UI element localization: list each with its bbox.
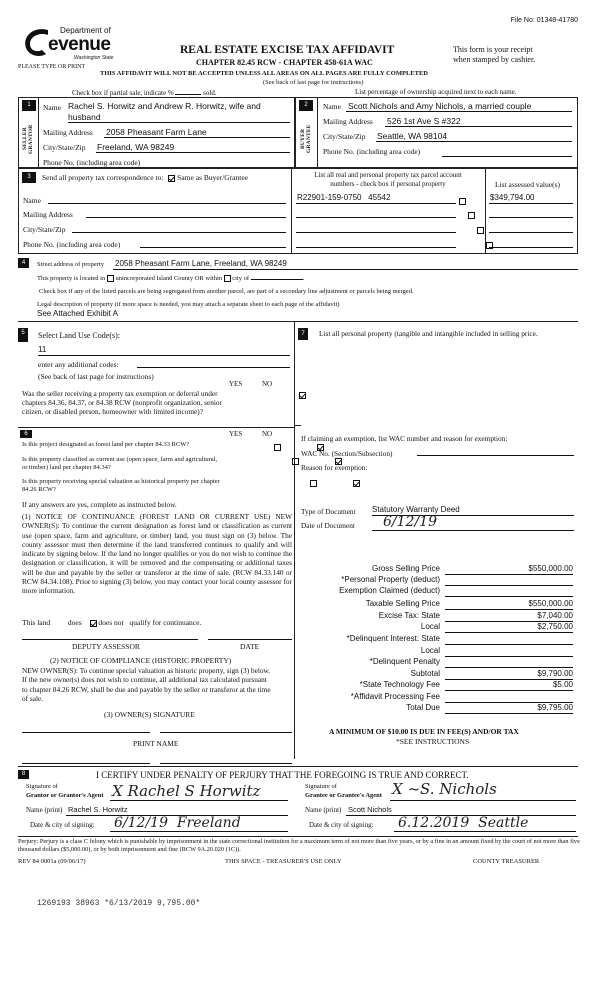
tax-label: Local <box>420 646 440 655</box>
if-yes-note: If any answers are yes, complete as instructed below. <box>22 500 177 509</box>
partial-sale-sold: sold. <box>203 89 217 97</box>
logo-main-text: evenue <box>48 34 111 55</box>
doc-date-label: Date of Document <box>301 521 355 530</box>
buyer-badge: 2 <box>299 100 313 111</box>
tax-row-taxable <box>300 599 575 610</box>
grantor-name-label: Name (print) <box>26 806 63 814</box>
buyer-phone-underline[interactable] <box>442 156 572 157</box>
county-treasurer-label: COUNTY TREASURER <box>473 858 540 865</box>
city-checkbox[interactable] <box>224 275 231 282</box>
correspondence-label <box>42 173 248 182</box>
does-option[interactable]: does <box>67 618 82 627</box>
owner-signature-line-1[interactable] <box>22 732 150 733</box>
seller-city-underline <box>96 152 290 153</box>
street-underline <box>113 269 578 270</box>
section7-badge: 7 <box>298 328 308 340</box>
grantee-signature[interactable]: X ~S. Nichols <box>392 780 497 798</box>
land-use-badge: 5 <box>18 328 28 342</box>
section6-badge: 6 <box>20 430 32 438</box>
grantor-name-field[interactable]: Rachel S. Horwitz <box>68 805 128 814</box>
buyer-city-underline <box>376 141 572 142</box>
parcel-header <box>293 171 483 189</box>
corr-address-input[interactable] <box>86 217 286 218</box>
dor-logo <box>22 24 118 64</box>
assessed-underline-4[interactable] <box>489 247 573 248</box>
grantor-sig-label-1: Signature of <box>26 783 58 790</box>
personal-property-checkbox-3[interactable] <box>477 227 484 234</box>
tax-label: *Delinquent Penalty <box>369 657 440 666</box>
corr-name-label: Name <box>23 196 41 205</box>
same-as-buyer-label: Same as Buyer/Grantee <box>177 173 248 182</box>
corr-phone-label: Phone No. (including area code) <box>23 240 121 249</box>
receipt-note-1: This form is your receipt <box>453 45 533 54</box>
seller-address-label: Mailing Address <box>43 128 93 137</box>
located-text-2: unincorporated Island County OR within <box>115 275 222 282</box>
no-header-5: NO <box>262 380 273 388</box>
legal-description-field[interactable]: See Attached Exhibit A <box>37 309 118 318</box>
street-label: Street address of property <box>37 261 104 268</box>
grantor-signature-line <box>110 800 288 801</box>
buyer-address-label: Mailing Address <box>323 117 373 126</box>
seller-name-underline <box>68 122 290 123</box>
partial-sale-label <box>72 88 217 97</box>
print-name-line-2[interactable] <box>160 763 292 764</box>
doc-type-field[interactable]: Statutory Warranty Deed <box>372 505 460 514</box>
section8-top-rule <box>18 766 578 767</box>
tax-value[interactable] <box>445 646 573 657</box>
unincorporated-checkbox[interactable] <box>107 275 114 282</box>
tax-label: Exemption Claimed (deduct) <box>339 586 440 595</box>
tax-label: Local <box>420 622 440 631</box>
located-line: This property is located in unincorporated Island County OR within city of . <box>37 275 305 282</box>
corr-phone-input[interactable] <box>140 247 286 248</box>
treasurer-stamp: 1269193 38963 *6/13/2019 9,795.00* <box>37 899 201 908</box>
personal-property-checkbox-1[interactable] <box>459 198 466 205</box>
receipt-note-2: when stamped by cashier. <box>453 55 536 64</box>
doc-date-underline <box>372 530 574 531</box>
land-use-see-back: (See back of last page for instructions) <box>38 372 154 381</box>
continuance-line <box>22 618 201 627</box>
tax-row-excise-local <box>300 622 575 633</box>
correspondence-text: Send all property tax correspondence to: <box>42 173 164 182</box>
parcel-underline-1 <box>296 203 456 204</box>
tax-value[interactable] <box>445 586 573 597</box>
seller-address-underline <box>104 137 290 138</box>
tax-value[interactable]: $2,750.00 <box>445 622 573 633</box>
tax-value[interactable] <box>445 657 573 668</box>
grantee-name-field[interactable]: Scott Nichols <box>348 805 392 814</box>
buyer-city-field[interactable]: Seattle, WA 98104 <box>377 131 448 141</box>
historic-question: Is this property receiving special valuation as historical property per chapter 84.26 RCW? <box>22 478 220 493</box>
grantee-sig-label-1: Signature of <box>305 783 337 790</box>
tax-value[interactable]: $7,040.00 <box>445 611 573 622</box>
buyer-name-label: Name <box>323 102 341 111</box>
seller-badge: 1 <box>22 100 36 111</box>
parcel-underline-4[interactable] <box>296 247 456 248</box>
personal-property-label: List all personal property (tangible and intangible included in selling price. <box>319 329 538 338</box>
buyer-city-label: City/State/Zip <box>323 132 366 141</box>
buyer-phone-label: Phone No. (including area code) <box>323 147 421 156</box>
corr-city-label: City/State/Zip <box>23 225 66 234</box>
grantee-date-underline <box>394 831 576 832</box>
minimum-due-note: A MINIMUM OF $10.00 IS DUE IN FEE(S) AND/OR TAX <box>329 727 519 736</box>
deputy-assessor-signature-line[interactable] <box>22 639 198 640</box>
corr-address-label: Mailing Address <box>23 210 73 219</box>
file-number: File No: 01348-41780 <box>510 17 578 24</box>
wac-label: WAC No. (Section/Subsection) <box>301 449 393 458</box>
assessed-underline-2[interactable] <box>489 217 573 218</box>
yes-header-5: YES <box>229 380 243 388</box>
grantee-sig-label-2: Grantee or Grantee's Agent <box>305 792 382 799</box>
personal-property-box[interactable] <box>298 350 576 430</box>
tax-label: *Affidavit Processing Fee <box>350 692 440 701</box>
seller-phone-label: Phone No. (including area code) <box>43 158 141 167</box>
section6-top-rule <box>18 427 295 428</box>
tax-label: *Delinquent Interest: State <box>346 634 440 643</box>
seller-address-field[interactable]: 2058 Pheasant Farm Lane <box>106 127 207 137</box>
notice-compliance: NEW OWNER(S): To continue special valuation as historic property, sign (3) below. If the new owner(s) does not wish to continue, all additional tax calculated pursuant to chapter 84.26 RCW, shall be due and payable by the seller or transferor at the time of sale. <box>22 666 271 703</box>
please-type-note: PLEASE TYPE OR PRINT <box>18 64 86 70</box>
tax-label: Gross Selling Price <box>371 564 440 573</box>
grantor-date-underline <box>110 831 288 832</box>
certification-badge: 8 <box>18 770 29 779</box>
corr-name-input[interactable] <box>48 203 286 204</box>
parcel-header-line-1: List all real and personal property tax parcel account <box>314 171 462 179</box>
partial-sale-text: Check box if partial sale, indicate % <box>72 89 174 97</box>
print-name-label: PRINT NAME <box>133 739 179 748</box>
tax-value[interactable] <box>445 634 573 645</box>
tax-row-excise-state <box>300 611 575 622</box>
print-name-line-1[interactable] <box>22 763 150 764</box>
deputy-assessor-label: DEPUTY ASSESSOR <box>72 642 140 651</box>
section8-bottom-rule <box>18 836 578 837</box>
does-not-checkbox[interactable] <box>90 620 97 627</box>
tax-row-exemption <box>300 586 575 597</box>
corr-city-input[interactable] <box>72 232 286 233</box>
tax-value[interactable]: $9,790.00 <box>445 669 573 680</box>
see-instructions-note: *SEE INSTRUCTIONS <box>396 737 470 746</box>
no-header-6: NO <box>262 430 273 438</box>
wac-input[interactable] <box>417 455 574 456</box>
form-revision: REV 84 0001a (09/06/17) <box>18 858 86 865</box>
grantor-date-field[interactable]: 6/12/19 Freeland <box>114 815 241 831</box>
grantee-date-field[interactable]: 6.12.2019 Seattle <box>398 815 529 831</box>
forest-yes-checkbox[interactable] <box>274 444 281 451</box>
current-use-yes-checkbox[interactable] <box>292 458 299 465</box>
tax-row-subtotal <box>300 669 575 680</box>
form-title: REAL ESTATE EXCISE TAX AFFIDAVIT <box>180 44 395 56</box>
parcel-header-line-2: numbers - check box if personal property <box>330 180 446 188</box>
reason-label: Reason for exemption: <box>301 463 368 472</box>
seller-city-field[interactable]: Freeland, WA 98249 <box>97 142 175 152</box>
buyer-name-field[interactable]: Scott Nichols and Amy Nichols, a married couple <box>348 101 532 111</box>
notice-continuance: (1) NOTICE OF CONTINUANCE (FOREST LAND OR CURRENT USE) NEW OWNER(S): To continue the current designation as forest land or classification as current use (open space, farm and agriculture, or timber) land, you must sign on (3) below. The county assessor must then determine if the land transferred continues to qualify and will indicate by signing below. If the land no longer qualifies or you do not wish to continue the designation or classification, it will be removed and the compensating or additional taxes will be due and payable by the seller or transferor at the time of sale. (RCW 84.33.140 or RCW 84.34.108). Prior to signing (3) below, you may contact your local county assessor for more information. <box>22 512 292 596</box>
tax-value[interactable] <box>445 575 573 586</box>
treasurer-space-label: THIS SPACE - TREASURER'S USE ONLY <box>225 858 342 865</box>
certification-statement: I CERTIFY UNDER PENALTY OF PERJURY THAT THE FOREGOING IS TRUE AND CORRECT. <box>96 770 469 780</box>
buyer-name-underline <box>346 111 572 112</box>
historic-yes-checkbox[interactable] <box>310 480 317 487</box>
located-text-3: city of <box>232 275 250 282</box>
seller-name-field[interactable]: Rachel S. Horwitz and Andrew R. Horwitz, wife and <box>68 101 261 111</box>
tax-row-delinquent-state <box>300 634 575 645</box>
legal-description-label: Legal description of property (if more space is needed, you may attach a separate sheet to each page of the affidavit) <box>37 301 340 308</box>
tax-label: Total Due <box>406 703 440 712</box>
doc-type-label: Type of Document <box>301 507 356 516</box>
owner-signature-label: (3) OWNER(S) SIGNATURE <box>104 710 195 719</box>
city-input[interactable] <box>251 274 303 280</box>
this-land-text: This land <box>22 618 51 627</box>
grantor-date-label: Date & city of signing: <box>30 821 95 829</box>
logo-top-text: Department of <box>60 26 111 35</box>
doc-date-field[interactable]: 6/12/19 <box>383 514 437 530</box>
parcel-underline-2[interactable] <box>296 217 456 218</box>
warning-text: THIS AFFIDAVIT WILL NOT BE ACCEPTED UNLESS ALL AREAS ON ALL PAGES ARE FULLY COMPLETED <box>100 70 428 77</box>
current-use-question: Is this property classified as current use (open space, farm and agricultural, or timber) land per chapter 84.34? <box>22 456 218 471</box>
partial-sale-input[interactable] <box>175 88 201 95</box>
tax-value[interactable]: $5.00 <box>445 680 573 691</box>
seller-side-label: SELLER GRANTOR <box>22 124 34 154</box>
forest-land-question: Is this project designated as forest land per chapter 84.33 RCW? <box>22 441 190 448</box>
additional-codes-label: enter any additional codes: <box>38 360 119 369</box>
section7-mid-rule <box>295 425 301 426</box>
historic-no-checkbox[interactable] <box>353 480 360 487</box>
grantee-date-label: Date & city of signing: <box>309 821 374 829</box>
seller-name-label: Name <box>43 103 61 112</box>
land-use-code-field[interactable]: 11 <box>38 345 47 354</box>
buyer-address-underline <box>385 126 572 127</box>
segregated-text: Check box if any of the listed parcels are being segregated from another parcel, are part of a secondary line adjustment or parcels being merged. <box>39 288 414 295</box>
property-badge: 4 <box>18 258 29 268</box>
assessed-header: List assessed value(s) <box>495 180 560 189</box>
tax-row-personal-property <box>300 575 575 586</box>
owner-signature-line-2[interactable] <box>160 732 292 733</box>
tax-value[interactable]: $9,795.00 <box>445 703 573 714</box>
additional-codes-input[interactable] <box>137 367 290 368</box>
assessed-underline-1 <box>489 203 573 204</box>
assessor-date-line[interactable] <box>208 639 292 640</box>
perjury-notice: Perjury: Perjury is a class C felony which is punishable by imprisonment in the state correctional institution for a maximum term of not more than five years, or by a fine in an amount fixed by the court of not more than five thousand dollars ($5,000.00), or by both imprisonment and fine (RCW 9A.20.020 (1C)). <box>18 838 580 853</box>
land-use-code-underline <box>38 355 290 356</box>
buyer-address-field[interactable]: 526 1st Ave S #322 <box>387 116 461 126</box>
grantee-signature-line <box>390 800 576 801</box>
grantee-name-label: Name (print) <box>305 806 342 814</box>
same-as-buyer-checkbox[interactable] <box>168 175 175 182</box>
buyer-side-divider <box>317 97 318 168</box>
tax-label: Taxable Selling Price <box>365 599 440 608</box>
yes-header-6: YES <box>229 430 243 438</box>
parcel-divider <box>291 168 292 254</box>
grantor-signature[interactable]: X Rachel S Horwitz <box>112 782 261 800</box>
tax-label: *State Technology Fee <box>359 680 440 689</box>
notice-compliance-title: (2) NOTICE OF COMPLIANCE (HISTORIC PROPERTY) <box>50 656 232 665</box>
tax-row-total-due <box>300 703 575 714</box>
date-label: DATE <box>240 642 260 651</box>
logo-sub-text: Washington State <box>74 55 114 61</box>
tax-value[interactable] <box>445 692 573 703</box>
tax-row-delinquent-penalty <box>300 657 575 668</box>
street-address-field[interactable]: 2058 Pheasant Farm Lane, Freeland, WA 98249 <box>115 259 287 268</box>
personal-property-checkbox-2[interactable] <box>468 212 475 219</box>
qualify-text: qualify for continuance. <box>129 618 202 627</box>
assessed-underline-3[interactable] <box>489 232 573 233</box>
land-use-label: Select Land Use Code(s): <box>38 331 120 340</box>
see-back-note: (See back of last page for instructions) <box>263 79 364 86</box>
tax-row-gross <box>300 564 575 575</box>
located-text-1: This property is located in <box>37 275 106 282</box>
seller-name-field-cont[interactable]: husband <box>68 112 101 122</box>
exemption-question: Was the seller receiving a property tax exemption or deferral under chapters 84.36, 84.37, or 84.38 RCW (nonprofit organization, senior citizen, or disabled person, homeowner with limited income)? <box>22 389 222 416</box>
ownership-note: List percentage of ownership acquired next to each name. <box>355 88 517 96</box>
tax-value[interactable]: $550,000.00 <box>445 564 573 575</box>
grantor-sig-label-2: Grantor or Grantor's Agent <box>26 792 104 799</box>
tax-label: Subtotal <box>410 669 440 678</box>
tax-label: *Personal Property (deduct) <box>341 575 440 584</box>
seller-side-divider <box>38 97 39 168</box>
tax-label: Excise Tax: State <box>378 611 440 620</box>
correspondence-badge: 3 <box>22 172 36 183</box>
parcel-number-1[interactable]: R22901-159-0750 45542 <box>297 193 391 202</box>
seller-city-label: City/State/Zip <box>43 143 86 152</box>
assessed-value-1[interactable]: $349,794.00 <box>490 193 535 202</box>
buyer-side-label: BUYER GRANTEE <box>300 124 312 154</box>
tax-row-delinquent-local <box>300 646 575 657</box>
does-not-option[interactable]: does not <box>98 618 124 627</box>
tax-row-technology-fee <box>300 680 575 691</box>
form-subtitle: CHAPTER 82.45 RCW - CHAPTER 458-61A WAC <box>196 58 373 67</box>
parcel-underline-3[interactable] <box>296 232 456 233</box>
tax-value[interactable]: $550,000.00 <box>445 599 573 610</box>
tax-row-processing-fee <box>300 692 575 703</box>
exemption-intro: If claiming an exemption, list WAC number and reason for exemption: <box>301 434 508 443</box>
